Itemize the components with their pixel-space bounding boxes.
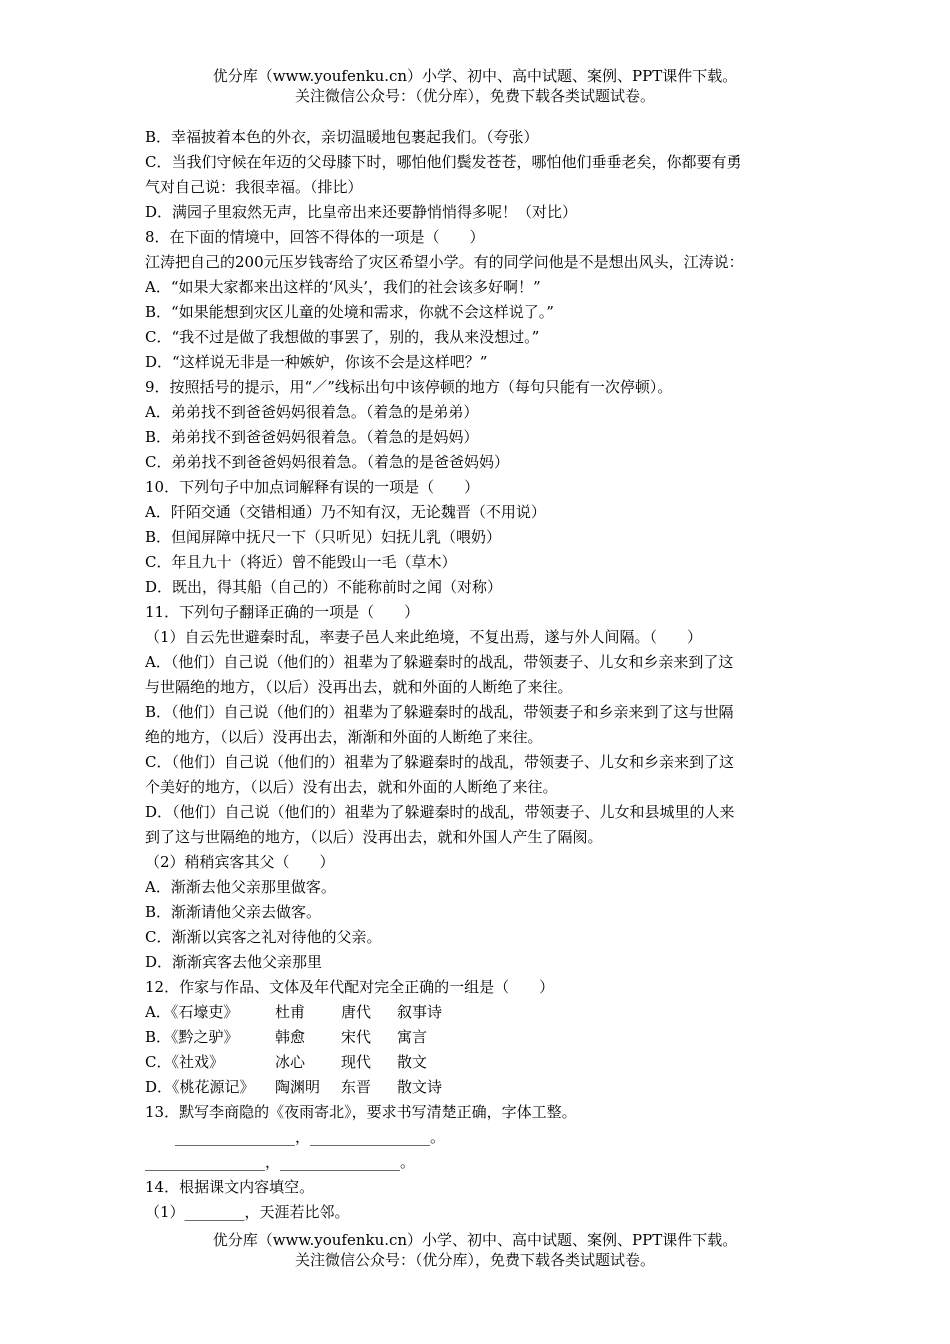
document-body bbox=[145, 125, 810, 1225]
option-line: C．弟弟找不到爸爸妈妈很着急。（着急的是爸爸妈妈） bbox=[145, 453, 509, 471]
option-genre: 叙事诗 bbox=[397, 1003, 443, 1021]
question-8-stem: 8．在下面的情境中，回答不得体的一项是（ ） bbox=[145, 228, 485, 246]
text-line: 绝的地方，（以后）没再出去，渐渐和外面的人断绝了来往。 bbox=[145, 728, 543, 746]
option-line: A．“如果大家都来出这样的‘风头’，我们的社会该多好啊！” bbox=[145, 278, 541, 296]
question-14-stem: 14．根据课文内容填空。 bbox=[145, 1178, 315, 1196]
option-era: 现代 bbox=[341, 1053, 372, 1071]
header-line-1: 优分库（www.youfenku.cn）小学、初中、高中试题、案例、PPT课件下载。 bbox=[212, 67, 738, 85]
text-line: 江涛把自己的200元压岁钱寄给了灾区希望小学。有的同学问他是不是想出风头，江涛说： bbox=[145, 253, 744, 271]
text-line: B．幸福披着本色的外衣，亲切温暖地包裹起我们。（夸张） bbox=[145, 128, 539, 146]
option-era: 宋代 bbox=[341, 1028, 372, 1046]
text-line: 个美好的地方，（以后）没有出去，就和外面的人断绝了来往。 bbox=[145, 778, 558, 796]
option-line: C．“我不过是做了我想做的事罢了，别的，我从来没想过。” bbox=[145, 328, 540, 346]
option-line: C．（他们）自己说（他们的）祖辈为了躲避秦时的战乱，带领妻子、儿女和乡亲来到了这 bbox=[145, 753, 734, 771]
option-line: A．弟弟找不到爸爸妈妈很着急。（着急的是弟弟） bbox=[145, 403, 479, 421]
text-line: C．当我们守候在年迈的父母膝下时，哪怕他们鬓发苍苍，哪怕他们垂垂老矣，你都要有勇 bbox=[145, 153, 742, 171]
option-line: A．阡陌交通（交错相通）乃不知有汉，无论魏晋（不用说） bbox=[145, 503, 546, 521]
footer-line-1: 优分库（www.youfenku.cn）小学、初中、高中试题、案例、PPT课件下载。 bbox=[212, 1231, 738, 1249]
fill-in-blank-line: （1）________，天涯若比邻。 bbox=[145, 1203, 350, 1221]
option-author: 冰心 bbox=[275, 1053, 306, 1071]
option-genre: 寓言 bbox=[397, 1028, 428, 1046]
option-row bbox=[145, 1050, 810, 1075]
question-12-stem: 12．作家与作品、文体及年代配对完全正确的一组是（ ） bbox=[145, 978, 555, 996]
option-genre: 散文诗 bbox=[397, 1078, 443, 1096]
page-footer bbox=[0, 1230, 950, 1270]
option-line: D．“这样说无非是一种嫉妒，你该不会是这样吧？” bbox=[145, 353, 488, 371]
option-line: B．“如果能想到灾区儿童的处境和需求，你就不会这样说了。” bbox=[145, 303, 554, 321]
text-line: 到了这与世隔绝的地方，（以后）没再出去，就和外国人产生了隔阂。 bbox=[145, 828, 603, 846]
option-work: B．《黔之驴》 bbox=[145, 1028, 239, 1046]
text-line: 气对自己说：我很幸福。（排比） bbox=[145, 178, 363, 196]
option-genre: 散文 bbox=[397, 1053, 428, 1071]
sub-question-line: （1）自云先世避秦时乱，率妻子邑人来此绝境，不复出焉，遂与外人间隔。（ ） bbox=[145, 628, 703, 646]
header-line-2: 关注微信公众号：（优分库），免费下载各类试题试卷。 bbox=[294, 87, 655, 105]
option-line: D．渐渐宾客去他父亲那里 bbox=[145, 953, 323, 971]
question-11-stem: 11．下列句子翻译正确的一项是（ ） bbox=[145, 603, 420, 621]
option-line: D．既出，得其船（自己的）不能称前时之闻（对称） bbox=[145, 578, 503, 596]
option-line: B．但闻屏障中抚尺一下（只听见）妇抚儿乳（喂奶） bbox=[145, 528, 502, 546]
option-line: C．渐渐以宾客之礼对待他的父亲。 bbox=[145, 928, 382, 946]
option-line: D．（他们）自己说（他们的）祖辈为了躲避秦时的战乱，带领妻子、儿女和县城里的人来 bbox=[145, 803, 735, 821]
option-line: A．渐渐去他父亲那里做客。 bbox=[145, 878, 336, 896]
option-work: C．《社戏》 bbox=[145, 1053, 224, 1071]
option-era: 唐代 bbox=[341, 1003, 372, 1021]
fill-in-blank-line: ________________，________________。 bbox=[145, 1153, 416, 1171]
option-line: B．弟弟找不到爸爸妈妈很着急。（着急的是妈妈） bbox=[145, 428, 479, 446]
fill-in-blank-line: ________________，________________。 bbox=[145, 1128, 446, 1146]
text-line: 与世隔绝的地方，（以后）没再出去，就和外面的人断绝了来往。 bbox=[145, 678, 573, 696]
question-9-stem: 9．按照括号的提示，用“／”线标出句中该停顿的地方（每句只能有一次停顿）。 bbox=[145, 378, 673, 396]
option-work: D．《桃花源记》 bbox=[145, 1078, 255, 1096]
question-13-stem: 13．默写李商隐的《夜雨寄北》，要求书写清楚正确，字体工整。 bbox=[145, 1103, 577, 1121]
page-header bbox=[0, 66, 950, 106]
option-author: 韩愈 bbox=[275, 1028, 306, 1046]
option-line: A．（他们）自己说（他们的）祖辈为了躲避秦时的战乱，带领妻子、儿女和乡亲来到了这 bbox=[145, 653, 734, 671]
option-row bbox=[145, 1000, 810, 1025]
option-line: B．渐渐请他父亲去做客。 bbox=[145, 903, 322, 921]
option-era: 东晋 bbox=[341, 1078, 372, 1096]
footer-line-2: 关注微信公众号：（优分库），免费下载各类试题试卷。 bbox=[294, 1251, 655, 1269]
option-author: 陶渊明 bbox=[275, 1078, 321, 1096]
question-10-stem: 10．下列句子中加点词解释有误的一项是（ ） bbox=[145, 478, 480, 496]
option-row bbox=[145, 1075, 810, 1100]
option-line: B．（他们）自己说（他们的）祖辈为了躲避秦时的战乱，带领妻子和乡亲来到了这与世隔 bbox=[145, 703, 734, 721]
option-line: C．年且九十（将近）曾不能毁山一毛（草木） bbox=[145, 553, 457, 571]
option-row bbox=[145, 1025, 810, 1050]
option-work: A．《石壕吏》 bbox=[145, 1003, 239, 1021]
option-author: 杜甫 bbox=[275, 1003, 306, 1021]
text-line: D．满园子里寂然无声，比皇帝出来还要静悄悄得多呢！（对比） bbox=[145, 203, 578, 221]
sub-question-line: （2）稍稍宾客其父（ ） bbox=[145, 853, 335, 871]
